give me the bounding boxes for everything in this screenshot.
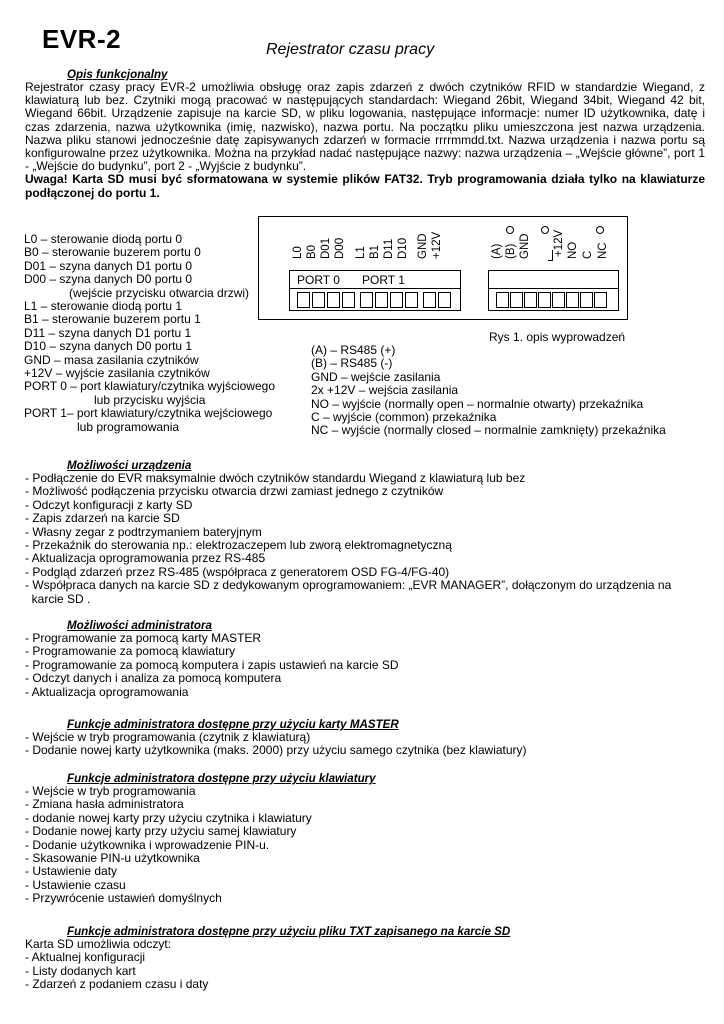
pin-description: D01 – szyna danych D1 portu 0 <box>24 258 193 273</box>
list-item: - Wejście w tryb programowania (czytnik z klawiaturą) <box>25 730 311 744</box>
legend-item: GND – wejście zasilania <box>311 369 441 384</box>
list-item: - Przywrócenie ustawień domyślnych <box>25 891 222 906</box>
section-heading: Funkcje administratora dostępne przy użyciu klawiatury <box>67 772 376 785</box>
pin-description: PORT 0 – port klawiatury/czytnika wyjściowego <box>24 379 275 394</box>
pin-label: D01 <box>320 237 332 259</box>
pin-label: B0 <box>306 244 318 259</box>
list-item: - Odczyt konfiguracji z karty SD <box>25 497 193 512</box>
list-item: - Przekaźnik do sterowania np.: elektrozaczepem lub zworą elektromagnetyczną <box>25 538 452 553</box>
list-item: - Dodanie nowej karty użytkownika (maks. 2000) przy użyciu samego czytnika (bez klawiatury) <box>25 743 527 758</box>
list-item: - Własny zegar z podtrzymaniem bateryjnym <box>25 524 262 539</box>
txt-functions-list <box>25 938 208 992</box>
pin-label: C <box>582 250 594 259</box>
pin-label: +12V <box>553 229 565 257</box>
led-indicator <box>596 226 604 234</box>
pin-description: (wejście przycisku otwarcia drzwi) <box>69 285 250 300</box>
list-item: - Aktualizacja oprogramowania <box>25 684 189 699</box>
pin-description: lub programowania <box>77 419 180 434</box>
connector-diagram <box>258 216 628 320</box>
admin-capabilities-list <box>25 632 399 699</box>
list-item: - Dodanie nowej karty przy użyciu samej klawiatury <box>25 824 297 839</box>
pin-label: (B) <box>505 243 517 259</box>
pin-label: L1 <box>355 246 367 259</box>
pin-label: L0 <box>292 246 304 259</box>
legend-item: (A) – RS485 (+) <box>311 343 396 357</box>
list-item: - Zapis zdarzeń na karcie SD <box>25 511 180 526</box>
intro-warning: Uwaga! Karta SD musi być sformatowana w systemie plików FAT32. Tryb programowania działa tylko na klawiaturze podłączonej do portu 1. <box>25 172 705 200</box>
pin-description: D10 – szyna danych D0 portu 1 <box>24 339 193 354</box>
intro-text <box>25 81 705 200</box>
section-heading: Funkcje administratora dostępne przy użyciu karty MASTER <box>67 718 399 731</box>
list-item: - Skasowanie PIN-u użytkownika <box>25 851 200 866</box>
terminal-slot <box>566 292 579 308</box>
led-indicator <box>506 226 514 234</box>
pin-label: D00 <box>334 237 346 259</box>
pin-label: D10 <box>397 237 409 259</box>
list-item: - Odczyt danych i analiza za pomocą komputera <box>25 671 282 686</box>
terminal-slot <box>594 292 607 308</box>
list-item: - Dodanie użytkownika i wprowadzenie PIN-u. <box>25 837 270 852</box>
divider <box>290 288 460 289</box>
document-subtitle: Rejestrator czasu pracy <box>266 41 435 58</box>
section-heading: Możliwości urządzenia <box>67 459 192 472</box>
led-indicator <box>541 226 549 234</box>
list-item: - Aktualizacja oprogramowania przez RS-485 <box>25 551 266 566</box>
terminal-slot <box>538 292 551 308</box>
keyboard-functions-list <box>25 785 312 906</box>
list-item: - Zdarzeń z podaniem czasu i daty <box>25 977 209 992</box>
pin-description: GND – masa zasilania czytników <box>24 352 199 367</box>
pin-label: NC <box>597 242 609 259</box>
legend-item: (B) – RS485 (-) <box>311 356 393 371</box>
pin-description: +12V – wyjście zasilania czytników <box>24 366 210 381</box>
terminal-slot <box>580 292 593 308</box>
list-item: Karta SD umożliwia odczyt: <box>25 937 172 951</box>
terminal-slot <box>312 292 325 308</box>
legend-item: NO – wyjście (normally open – normalnie otwarty) przekaźnika <box>311 396 644 411</box>
list-item: karcie SD . <box>25 591 91 606</box>
pin-label: GND <box>519 233 531 259</box>
intro-heading: Opis funkcjonalny <box>67 68 168 81</box>
section-heading: Możliwości administratora <box>67 619 212 632</box>
terminal-slot <box>360 292 373 308</box>
list-item: - Współpraca danych na karcie SD z dedykowanym oprogramowaniem: „EVR MANAGER”, dołączonym do urządzenia na <box>25 578 672 593</box>
terminal-slot <box>297 292 310 308</box>
port1-label: PORT 1 <box>362 273 405 287</box>
terminal-slot <box>390 292 403 308</box>
pin-label: B1 <box>369 244 381 259</box>
list-item: - Wejście w tryb programowania <box>25 784 196 798</box>
pin-label: D11 <box>383 238 395 259</box>
document-title: EVR-2 <box>42 24 122 54</box>
terminal-slot <box>423 292 436 308</box>
terminal-block-right <box>488 270 619 311</box>
list-item: - Podłączenie do EVR maksymalnie dwóch czytników standardu Wiegand z klawiaturą lub bez <box>25 471 526 485</box>
section-heading: Funkcje administratora dostępne przy użyciu pliku TXT zapisanego na karcie SD <box>67 925 511 938</box>
pin-description: L1 – sterowanie diodą portu 1 <box>24 299 183 314</box>
terminal-slot <box>552 292 565 308</box>
intro-paragraph: Rejestrator czasy pracy EVR-2 umożliwia obsługę oraz zapis zdarzeń z dwóch czytników RFID w standardzie Wiegand, z klawiaturą lub bez. Czytniki mogą pracować w następujących standardach: Wiegand 26bit, Wiegand 34bit, Wiegand 42 bit, Wiegand 66bit. Urządzenie zapisuje na karcie SD, w pliku logowania, następujące informacje: numer ID użytkownika, datę i czas zdarzenia, nazwa użytkownika (imię, nazwisko), nazwa portu. Na początku pliku umieszczona jest nazwa urządzenia. Nazwa pliku stanowi jednocześnie datę zapisywanych zdarzeń w formacie rrrrmmdd.txt. Nazwa urządzenia i nazwa portu są konfigurowalne przez użytkownika. Można na przykład nadać następujące nazwy: nazwa urządzenia – „Wejście główne”, port 1 - „Wejście do budynku”, port 2 - „Wyjście z budynku”. <box>25 80 705 174</box>
pin-description: PORT 1– port klawiatury/czytnika wejściowego <box>24 406 273 421</box>
list-item: - Aktualnej konfiguracji <box>25 950 146 965</box>
pin-description: lub przycisku wyjścia <box>94 392 206 407</box>
list-item: - Listy dodanych kart <box>25 963 136 978</box>
terminal-block-left <box>289 270 461 311</box>
terminal-slot <box>496 292 509 308</box>
list-item: - Programowanie za pomocą klawiatury <box>25 644 236 659</box>
pin-description-list <box>24 233 275 434</box>
list-item: - Zmiana hasła administratora <box>25 797 184 812</box>
terminal-slot <box>510 292 523 308</box>
list-item: - Możliwość podłączenia przycisku otwarcia drzwi zamiast jednego z czytników <box>25 484 444 499</box>
device-capabilities-list <box>25 472 671 606</box>
pin-description: D11 – szyna danych D1 portu 1 <box>24 325 192 340</box>
diagram-caption: Rys 1. opis wyprowadzeń <box>489 330 626 344</box>
pin-label: +12V <box>431 231 443 259</box>
pin-label: (A) <box>491 243 503 259</box>
terminal-slot <box>438 292 451 308</box>
divider <box>489 288 618 289</box>
list-item: - Ustawienie czasu <box>25 877 126 892</box>
terminal-slot <box>375 292 388 308</box>
pin-legend <box>311 344 666 438</box>
pin-description: B1 – sterowanie buzerem portu 1 <box>24 312 201 327</box>
pin-description: D00 – szyna danych D0 portu 0 <box>24 272 193 287</box>
terminal-slot <box>524 292 537 308</box>
list-item: - dodanie nowej karty przy użyciu czytnika i klawiatury <box>25 810 312 825</box>
terminal-slot <box>327 292 340 308</box>
pin-description: B0 – sterowanie buzerem portu 0 <box>24 245 201 260</box>
pin-label: NO <box>567 241 579 259</box>
legend-item: NC – wyjście (normally closed – normalnie zamknięty) przekaźnika <box>311 423 666 438</box>
pin-label: GND <box>417 233 429 259</box>
list-item: - Programowanie za pomocą karty MASTER <box>25 631 262 645</box>
terminal-slot <box>342 292 355 308</box>
legend-item: 2x +12V – wejścia zasilania <box>311 383 459 398</box>
port0-label: PORT 0 <box>297 273 340 287</box>
terminal-slot <box>405 292 418 308</box>
pin-description: L0 – sterowanie diodą portu 0 <box>24 232 183 246</box>
list-item: - Ustawienie daty <box>25 864 118 879</box>
master-functions-list <box>25 731 527 758</box>
jumper-bracket <box>548 250 553 261</box>
legend-item: C – wyjście (common) przekaźnika <box>311 410 497 425</box>
list-item: - Programowanie za pomocą komputera i zapis ustawień na karcie SD <box>25 657 399 672</box>
list-item: - Podgląd zdarzeń przez RS-485 (współpraca z generatorem OSD FG-4/FG-40) <box>25 564 450 579</box>
